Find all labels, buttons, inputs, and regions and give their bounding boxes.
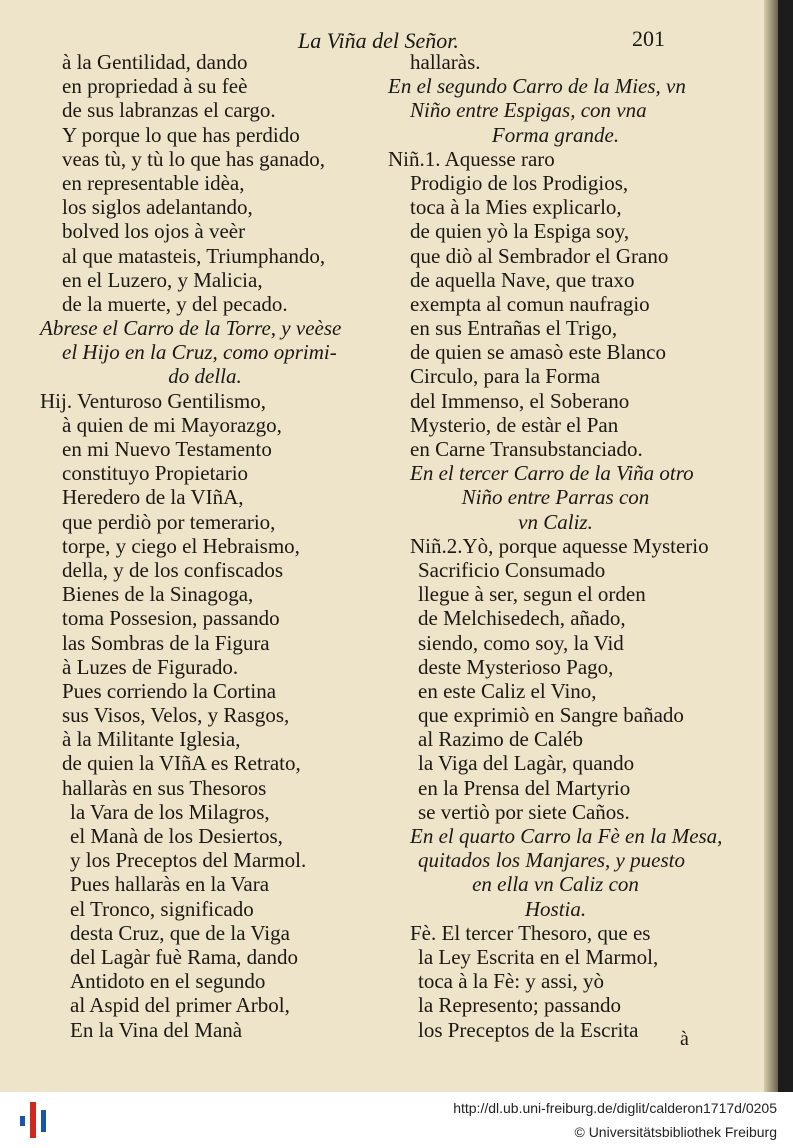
text-line: En el segundo Carro de la Mies, vn	[388, 74, 686, 99]
text-line: en este Caliz el Vino,	[418, 678, 597, 703]
page-edge-shadow	[764, 0, 778, 1092]
text-line: en representable idèa,	[62, 170, 245, 195]
page-header	[0, 24, 778, 52]
text-line: de Melchisedech, añado,	[418, 606, 626, 631]
text-line: constituyo Propietario	[62, 461, 249, 486]
text-line: la Represento; passando	[418, 993, 621, 1018]
text-line: al que matasteis, Triumphando,	[62, 243, 326, 268]
text-line: Heredero de la VIñA,	[62, 485, 244, 510]
text-line: que diò al Sembrador el Grano	[410, 243, 669, 268]
text-line: Pues corriendo la Cortina	[62, 678, 277, 703]
text-line: Niñ.2.Yò, porque aquesse Mysterio	[410, 533, 709, 558]
text-line: Antidoto en el segundo	[70, 969, 266, 994]
text-line: en mi Nuevo Testamento	[62, 437, 272, 461]
text-line: hallaràs.	[410, 50, 481, 74]
text-line: En el tercer Carro de la Viña otro	[410, 461, 694, 486]
text-line: de sus labranzas el cargo.	[62, 98, 276, 123]
running-title: La Viña del Señor.	[298, 28, 459, 53]
text-line: Bienes de la Sinagoga,	[62, 582, 254, 607]
text-line: toca à la Fè: y assi, yò	[418, 969, 605, 994]
text-line: Fè. El tercer Thesoro, que es	[410, 920, 651, 945]
text-line: en propriedad à su feè	[62, 74, 248, 99]
text-line: los Preceptos de la Escrita	[418, 1017, 639, 1042]
text-line: y los Preceptos del Marmol.	[70, 848, 307, 873]
text-line: exempta al comun naufragio	[410, 291, 650, 316]
text-line: Mysterio, de estàr el Pan	[410, 412, 619, 437]
text-line: bolved los ojos à veèr	[62, 219, 246, 244]
text-line: que perdiò por temerario,	[62, 509, 276, 534]
text-line: toca à la Mies explicarlo,	[410, 195, 622, 220]
text-line: de quien la VIñA es Retrato,	[62, 751, 301, 776]
text-line: al Aspid del primer Arbol,	[70, 993, 290, 1018]
text-line: los siglos adelantando,	[62, 195, 253, 220]
text-line: toma Possesion, passando	[62, 606, 280, 631]
right-text-column	[388, 50, 723, 1042]
text-line: Hij. Venturoso Gentilismo,	[40, 388, 266, 413]
text-line: de quien se amasò este Blanco	[410, 340, 666, 365]
text-line: la Vara de los Milagros,	[70, 799, 270, 824]
text-line: del Lagàr fuè Rama, dando	[70, 944, 298, 969]
text-line: Y porque lo que has perdido	[62, 122, 300, 147]
library-logo-icon	[14, 1100, 54, 1140]
text-line: veas tù, y tù lo que has ganado,	[62, 146, 326, 171]
text-line: Abrese el Carro de la Torre, y veèse	[40, 316, 342, 341]
text-line: en ella vn Caliz con	[472, 872, 639, 897]
text-line: del Immenso, el Soberano	[410, 388, 630, 413]
text-line: de la muerte, y del pecado.	[62, 291, 288, 316]
text-line: Hostia.	[524, 896, 587, 921]
text-line: se vertiò por siete Caños.	[418, 799, 630, 824]
text-line: torpe, y ciego el Hebraismo,	[62, 533, 300, 558]
text-line: do della.	[168, 364, 242, 389]
left-text-column	[40, 50, 370, 1042]
text-line: las Sombras de la Figura	[62, 630, 270, 655]
page-number: 201	[632, 26, 665, 51]
text-line: en Carne Transubstanciado.	[410, 437, 643, 461]
text-line: siendo, como soy, la Vid	[418, 630, 624, 655]
text-line: En el quarto Carro la Fè en la Mesa,	[410, 824, 723, 848]
text-line: à Luzes de Figurado.	[62, 654, 239, 679]
text-line: la Viga del Lagàr, quando	[418, 751, 635, 776]
text-line: llegue à ser, segun el orden	[418, 582, 646, 607]
text-line: à quien de mi Mayorazgo,	[62, 412, 282, 437]
text-line: Niño entre Parras con	[461, 485, 650, 510]
text-line: della, y de los confiscados	[62, 557, 284, 582]
text-line: el Tronco, significado	[70, 896, 254, 921]
permalink-url[interactable]: http://dl.ub.uni-freiburg.de/diglit/calderon1717d/0205	[453, 1100, 777, 1116]
text-line: que exprimiò en Sangre bañado	[418, 703, 684, 728]
text-line: Pues hallaràs en la Vara	[70, 872, 270, 897]
text-line: Niño entre Espigas, con vna	[410, 98, 647, 123]
text-line: hallaràs en sus Thesoros	[62, 775, 267, 800]
text-line: de quien yò la Espiga soy,	[410, 219, 630, 244]
text-line: sus Visos, Velos, y Rasgos,	[62, 703, 290, 728]
text-line: Circulo, para la Forma	[410, 364, 601, 389]
text-line: deste Mysterioso Pago,	[418, 654, 614, 679]
text-line: vn Caliz.	[518, 509, 593, 534]
viewer-footer	[0, 1092, 793, 1148]
text-line: Niñ.1. Aquesse raro	[388, 146, 555, 171]
text-line: Prodigio de los Prodigios,	[410, 170, 629, 195]
text-line: Sacrificio Consumado	[418, 557, 606, 582]
text-line: en la Prensa del Martyrio	[418, 775, 631, 800]
text-line: en el Luzero, y Malicia,	[62, 267, 263, 292]
text-line: en sus Entrañas el Trigo,	[410, 316, 618, 341]
text-line: la Ley Escrita en el Marmol,	[418, 944, 659, 969]
text-line: el Manà de los Desiertos,	[70, 824, 283, 848]
text-line: desta Cruz, que de la Viga	[70, 920, 290, 945]
catchword: à	[680, 1028, 689, 1050]
text-line: el Hijo en la Cruz, como oprimi-	[62, 340, 337, 365]
text-line: Forma grande.	[491, 122, 620, 147]
text-line: de aquella Nave, que traxo	[410, 267, 635, 292]
text-line: à la Gentilidad, dando	[62, 50, 248, 74]
text-line: à la Militante Iglesia,	[62, 727, 241, 752]
text-line: En la Vina del Manà	[70, 1017, 243, 1042]
text-line: al Razimo de Caléb	[418, 727, 584, 752]
text-line: quitados los Manjares, y puesto	[418, 848, 685, 873]
copyright-notice: © Universitätsbibliothek Freiburg	[574, 1124, 777, 1140]
